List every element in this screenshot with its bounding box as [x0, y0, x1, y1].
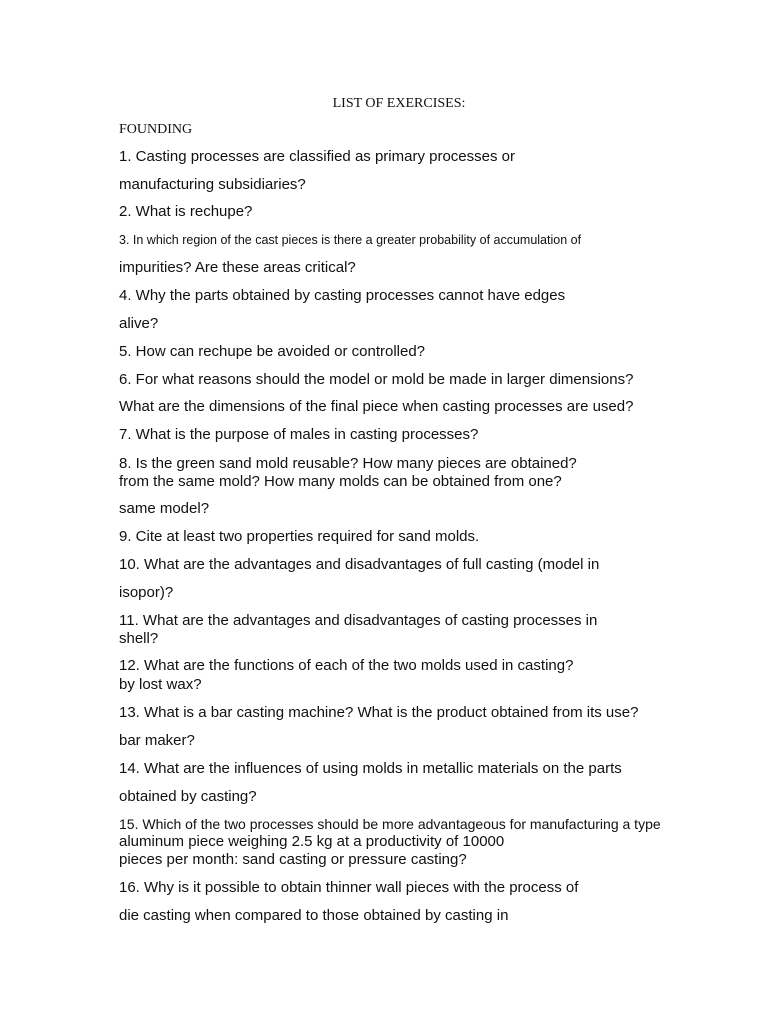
text-line: aluminum piece weighing 2.5 kg at a productivity of 10000 — [119, 833, 505, 850]
text-line: 13. What is a bar casting machine? What is the product obtained from its use? — [119, 704, 639, 721]
text-line: from the same mold? How many molds can be obtained from one? — [119, 473, 562, 490]
text-line: 4. Why the parts obtained by casting processes cannot have edges — [119, 287, 566, 304]
text-line: 1. Casting processes are classified as primary processes or — [119, 148, 515, 165]
text-line: by lost wax? — [119, 676, 202, 693]
text-line: 12. What are the functions of each of the two molds used in casting? — [119, 657, 574, 674]
text-line: 10. What are the advantages and disadvantages of full casting (model in — [119, 556, 600, 573]
text-line: 16. Why is it possible to obtain thinner wall pieces with the process of — [119, 879, 579, 896]
text-line: 2. What is rechupe? — [119, 203, 253, 220]
text-line: 5. How can rechupe be avoided or controlled? — [119, 343, 426, 360]
text-line: pieces per month: sand casting or pressure casting? — [119, 851, 467, 868]
text-line: 14. What are the influences of using molds in metallic materials on the parts — [119, 760, 622, 777]
text-line: alive? — [119, 315, 159, 332]
text-line: 6. For what reasons should the model or mold be made in larger dimensions? — [119, 371, 634, 388]
text-line: bar maker? — [119, 732, 195, 749]
text-line: manufacturing subsidiaries? — [119, 176, 306, 193]
section-heading: FOUNDING — [119, 122, 193, 137]
text-line: 11. What are the advantages and disadvantages of casting processes in — [119, 612, 598, 629]
text-line: shell? — [119, 630, 159, 647]
text-line: obtained by casting? — [119, 788, 257, 805]
text-line: 9. Cite at least two properties required for sand molds. — [119, 528, 480, 545]
text-line: impurities? Are these areas critical? — [119, 259, 356, 276]
text-line: 8. Is the green sand mold reusable? How many pieces are obtained? — [119, 455, 577, 472]
text-line: 15. Which of the two processes should be more advantageous for manufacturing a type — [119, 816, 661, 832]
text-line: What are the dimensions of the final piece when casting processes are used? — [119, 398, 634, 415]
page-title: LIST OF EXERCISES: — [332, 96, 466, 111]
text-line: die casting when compared to those obtained by casting in — [119, 907, 509, 924]
text-line: same model? — [119, 500, 210, 517]
text-line: 3. In which region of the cast pieces is there a greater probability of accumulation of — [119, 233, 582, 247]
text-line: isopor)? — [119, 584, 174, 601]
text-line: 7. What is the purpose of males in casting processes? — [119, 426, 479, 443]
